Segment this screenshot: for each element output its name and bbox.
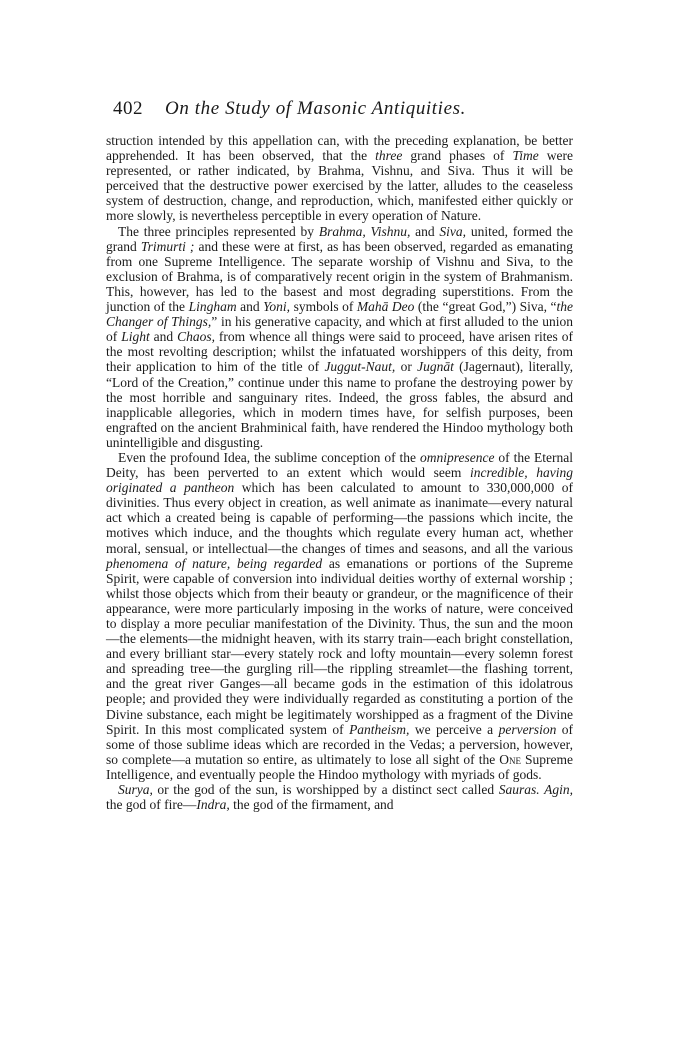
text-run: we perceive a [409, 721, 499, 737]
italic-run: Time [512, 148, 539, 164]
text-run: the god of the firmament, and [229, 797, 394, 813]
text-run: (Jagernaut), literally, “Lord of the Creation,” continue under this name to profane the destroying power by the most horrible and sanguinary rites. Indeed, the gross fables, the absurd and inapplicable allegories, which in modern times have, for selfish purposes, been engrafted on the ancient Brahminical faith, have rendered the Hindoo mythology both unintelligible and disgusting. [106, 359, 574, 450]
italic-run: perversion [498, 721, 557, 737]
text-run: and [236, 299, 264, 315]
italic-run: three [375, 148, 403, 164]
italic-run: Yoni, [263, 299, 291, 315]
italic-run: Jugnāt [417, 359, 454, 375]
text-run: struction intended by this appellation can, with the preceding explanation, be better apprehended. It has been observed, that the [106, 133, 573, 164]
italic-run: Siva, [439, 223, 467, 239]
small-caps-run: One [499, 751, 521, 767]
italic-run: Sauras. [498, 782, 540, 798]
text-run: the god of fire— [106, 797, 197, 813]
page-number: 402 [113, 98, 143, 119]
italic-run: Juggut-Naut, [324, 359, 396, 375]
text-run: and these were at first, as has been observed, regarded as emanating from one Supreme Intelligence. The separate worship of Vishnu and Siva, to the exclusion of Brahma, is of comparatively recent origin in the system of Brahmanism. This, however, has led to the basest and most degrading superstitions. From the junction of the [106, 238, 573, 315]
italic-run: Chaos, [177, 329, 215, 345]
text-run: or [395, 359, 418, 375]
italic-run: Light [121, 329, 150, 345]
text-run: Even the profound Idea, the sublime conception of the [118, 449, 420, 465]
text-run: (the “great God,”) Siva, “ [414, 299, 557, 315]
italic-run: Indra, [196, 797, 230, 813]
text-run: and [410, 223, 440, 239]
text-run: Supreme Intelligence, and eventually people the Hindoo mythology with myriads of gods. [106, 751, 573, 782]
text-run: or the god of the sun, is worshipped by a distinct sect called [152, 782, 499, 798]
paragraph-4 [106, 782, 573, 812]
italic-run: Agin, [544, 782, 574, 798]
text-run: The three principles represented by [118, 223, 319, 239]
text-run: united, formed the grand [106, 223, 573, 254]
text-run: grand phases of [402, 148, 513, 164]
paragraph-1 [106, 133, 573, 224]
text-run: ” in his generative capacity, and which at first alluded to the union of [106, 314, 573, 345]
text-run: of the Eternal Deity, has been perverted to an extent which would seem [106, 449, 573, 481]
italic-run: Trimurti ; [140, 238, 195, 254]
paragraph-3 [106, 450, 573, 782]
italic-run: Brahma, Vishnu, [318, 223, 411, 239]
italic-run: Pantheism, [349, 721, 410, 737]
paragraph-2 [106, 224, 573, 450]
italic-run: the Changer of Things, [106, 299, 573, 330]
text-run: symbols of [290, 299, 357, 315]
italic-run: Surya, [118, 782, 153, 798]
italic-run: omnipresence [419, 449, 495, 465]
text-run: which has been calculated to amount to 330,000,000 of divinities. Thus every object in creation, as well animate as inanimate—every natural act which a created being is capable of performing—the passions which incite, the motives which induce, and the thoughts which regulate every human act, whether moral, sensual, or intellectual—the changes of times and seasons, and all the various [106, 480, 573, 556]
italic-run: Lingham [188, 299, 237, 315]
body-text [106, 133, 573, 812]
text-run: and [149, 329, 178, 345]
text-run: were represented, or rather indicated, by Brahma, Vishnu, and Siva. Thus it will be perceived that the destructive power exercised by the latter, alludes to the ceaseless system of destruction, change, and reproduction, which, manifested either quickly or more slowly, is nevertheless perceptible in every operation of Nature. [106, 148, 573, 224]
italic-run: incredible, having originated a pantheon [106, 465, 573, 496]
italic-run: phenomena of nature, being regarded [106, 555, 323, 571]
text-run: from whence all things were said to proceed, have arisen rites of the most revolting description; whilst the infatuated worshippers of this deity, from their application to him of the title of [106, 329, 573, 375]
text-run: as emanations or portions of the Supreme Spirit, were capable of conversion into individual deities worthy of external worship ; whilst those objects which from their beauty or grandeur, or the magnificence of their appearance, were more particularly imposing in the works of nature, were conceived to display a more peculiar manifestation of the Divinity. Thus, the sun and the moon—the elements—the midnight heaven, with its starry train—each bright constellation, and every brilliant star—every stately rock and lofty mountain—every solemn forest and spreading tree—the gurgling rill—the rippling streamlet—the flashing torrent, and the great river Ganges—all became gods in the estimation of this idolatrous people; and provided they were individually regarded as constituting a portion of the Divine substance, each might be legitimately worshipped as a fragment of the Divine Spirit. In this most complicated system of [106, 555, 573, 737]
running-title: On the Study of Masonic Antiquities. [165, 98, 466, 119]
text-run: of some of those sublime ideas which are recorded in the Vedas; a perversion, however, so complete—a mutation so entire, as ultimately to lose all sight of the [106, 721, 573, 767]
italic-run: Mahā Deo [356, 299, 415, 315]
running-header [113, 96, 573, 122]
